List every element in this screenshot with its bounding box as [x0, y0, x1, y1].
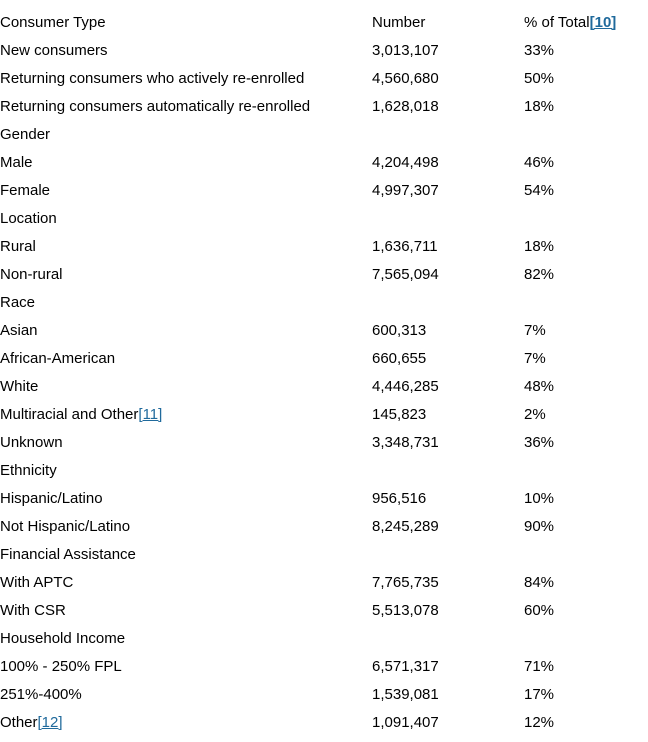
row-percent-cell: 10% — [524, 489, 555, 507]
row-number-cell: 145,823 — [372, 405, 427, 423]
section-header-label: Gender — [0, 125, 51, 143]
row-percent-cell: 7% — [524, 321, 546, 339]
table-row — [0, 512, 648, 540]
row-label-text: Multiracial and Other — [0, 405, 139, 423]
consumer-demographics-table — [0, 8, 648, 736]
row-label-text: Non-rural — [0, 265, 63, 283]
empty-cell — [372, 288, 524, 316]
table-row — [0, 708, 648, 736]
empty-cell — [524, 204, 648, 232]
row-number-cell: 3,348,731 — [372, 433, 439, 451]
row-label-text: White — [0, 377, 39, 395]
section-header-label: Ethnicity — [0, 461, 57, 479]
table-row — [0, 176, 648, 204]
footnote-link-12[interactable]: [12] — [37, 713, 63, 731]
row-number-cell: 3,013,107 — [372, 41, 439, 59]
table-row — [0, 596, 648, 624]
row-percent-cell: 18% — [524, 97, 555, 115]
section-header-row — [0, 120, 648, 148]
row-percent-cell: 90% — [524, 517, 555, 535]
row-label-cell — [0, 484, 372, 512]
column-header-number: Number — [372, 13, 426, 31]
section-header-label: Household Income — [0, 629, 126, 647]
row-label-cell — [0, 260, 372, 288]
row-percent-cell: 71% — [524, 657, 555, 675]
row-percent-cell: 50% — [524, 69, 555, 87]
row-percent-cell: 60% — [524, 601, 555, 619]
table-row — [0, 260, 648, 288]
row-percent-cell: 17% — [524, 685, 555, 703]
row-percent-cell: 54% — [524, 181, 555, 199]
row-label-cell — [0, 372, 372, 400]
table-header-row — [0, 8, 648, 36]
row-number-cell: 4,560,680 — [372, 69, 439, 87]
row-number-cell: 7,765,735 — [372, 573, 439, 591]
row-number-cell: 1,539,081 — [372, 685, 439, 703]
row-percent-cell: 82% — [524, 265, 555, 283]
row-label-cell — [0, 652, 372, 680]
table-row — [0, 148, 648, 176]
row-label-cell — [0, 680, 372, 708]
row-number-cell: 660,655 — [372, 349, 427, 367]
section-header-row — [0, 288, 648, 316]
table-row — [0, 652, 648, 680]
row-label-cell — [0, 232, 372, 260]
percent-of-total-label: % of Total — [524, 13, 590, 31]
row-label-text: Rural — [0, 237, 36, 255]
row-label-cell — [0, 708, 372, 736]
row-number-cell: 1,091,407 — [372, 713, 439, 731]
table-row — [0, 316, 648, 344]
row-label-cell — [0, 36, 372, 64]
section-header-label: Location — [0, 209, 57, 227]
row-label-text: New consumers — [0, 41, 108, 59]
row-label-text: Other — [0, 713, 38, 731]
row-label-cell — [0, 400, 372, 428]
row-label-cell — [0, 148, 372, 176]
row-percent-cell: 2% — [524, 405, 546, 423]
row-percent-cell: 18% — [524, 237, 555, 255]
row-percent-cell: 46% — [524, 153, 555, 171]
row-label-cell — [0, 316, 372, 344]
section-header-row — [0, 540, 648, 568]
row-label-cell — [0, 344, 372, 372]
row-percent-cell: 36% — [524, 433, 555, 451]
row-number-cell: 7,565,094 — [372, 265, 439, 283]
row-label-cell — [0, 512, 372, 540]
empty-cell — [524, 120, 648, 148]
table-row — [0, 232, 648, 260]
row-number-cell: 6,571,317 — [372, 657, 439, 675]
row-label-text: With CSR — [0, 601, 66, 619]
empty-cell — [524, 456, 648, 484]
table-row — [0, 36, 648, 64]
row-percent-cell: 84% — [524, 573, 555, 591]
section-header-label: Financial Assistance — [0, 545, 136, 563]
empty-cell — [372, 624, 524, 652]
empty-cell — [372, 120, 524, 148]
row-label-text: Male — [0, 153, 33, 171]
row-label-cell — [0, 176, 372, 204]
table-row — [0, 400, 648, 428]
row-label-text: Asian — [0, 321, 38, 339]
row-number-cell: 600,313 — [372, 321, 427, 339]
row-label-text: Returning consumers who actively re-enrolled — [0, 69, 305, 87]
empty-cell — [524, 288, 648, 316]
row-label-text: Unknown — [0, 433, 63, 451]
row-percent-cell: 48% — [524, 377, 555, 395]
row-label-cell — [0, 568, 372, 596]
table-row — [0, 344, 648, 372]
row-number-cell: 956,516 — [372, 489, 427, 507]
row-number-cell: 8,245,289 — [372, 517, 439, 535]
section-header-row — [0, 624, 648, 652]
row-label-text: Returning consumers automatically re-enrolled — [0, 97, 311, 115]
table-row — [0, 680, 648, 708]
row-label-text: With APTC — [0, 573, 74, 591]
table-row — [0, 484, 648, 512]
row-label-cell — [0, 92, 372, 120]
row-number-cell: 4,204,498 — [372, 153, 439, 171]
row-number-cell: 4,997,307 — [372, 181, 439, 199]
section-header-label: Race — [0, 293, 36, 311]
row-label-text: 100% - 250% FPL — [0, 657, 122, 675]
footnote-link-11[interactable]: [11] — [138, 405, 163, 423]
row-label-text: Not Hispanic/Latino — [0, 517, 131, 535]
row-number-cell: 1,636,711 — [372, 237, 438, 255]
row-label-text: 251%-400% — [0, 685, 82, 703]
row-label-cell — [0, 428, 372, 456]
table-row — [0, 64, 648, 92]
table-body — [0, 36, 648, 736]
section-header-row — [0, 204, 648, 232]
row-percent-cell: 12% — [524, 713, 555, 731]
footnote-link-10[interactable]: [10] — [589, 13, 617, 31]
table-head — [0, 8, 648, 36]
table-row — [0, 568, 648, 596]
column-header-consumer-type: Consumer Type — [0, 13, 106, 31]
empty-cell — [372, 540, 524, 568]
empty-cell — [372, 456, 524, 484]
section-header-row — [0, 456, 648, 484]
empty-cell — [524, 540, 648, 568]
row-label-text: Female — [0, 181, 51, 199]
column-header-percent-of-total — [524, 8, 648, 36]
row-number-cell: 1,628,018 — [372, 97, 439, 115]
row-label-cell — [0, 64, 372, 92]
row-number-cell: 4,446,285 — [372, 377, 439, 395]
row-percent-cell: 33% — [524, 41, 555, 59]
row-percent-cell: 7% — [524, 349, 546, 367]
row-label-cell — [0, 596, 372, 624]
row-number-cell: 5,513,078 — [372, 601, 439, 619]
table-row — [0, 428, 648, 456]
table-row — [0, 372, 648, 400]
row-label-text: Hispanic/Latino — [0, 489, 103, 507]
empty-cell — [372, 204, 524, 232]
table-row — [0, 92, 648, 120]
empty-cell — [524, 624, 648, 652]
row-label-text: African-American — [0, 349, 116, 367]
